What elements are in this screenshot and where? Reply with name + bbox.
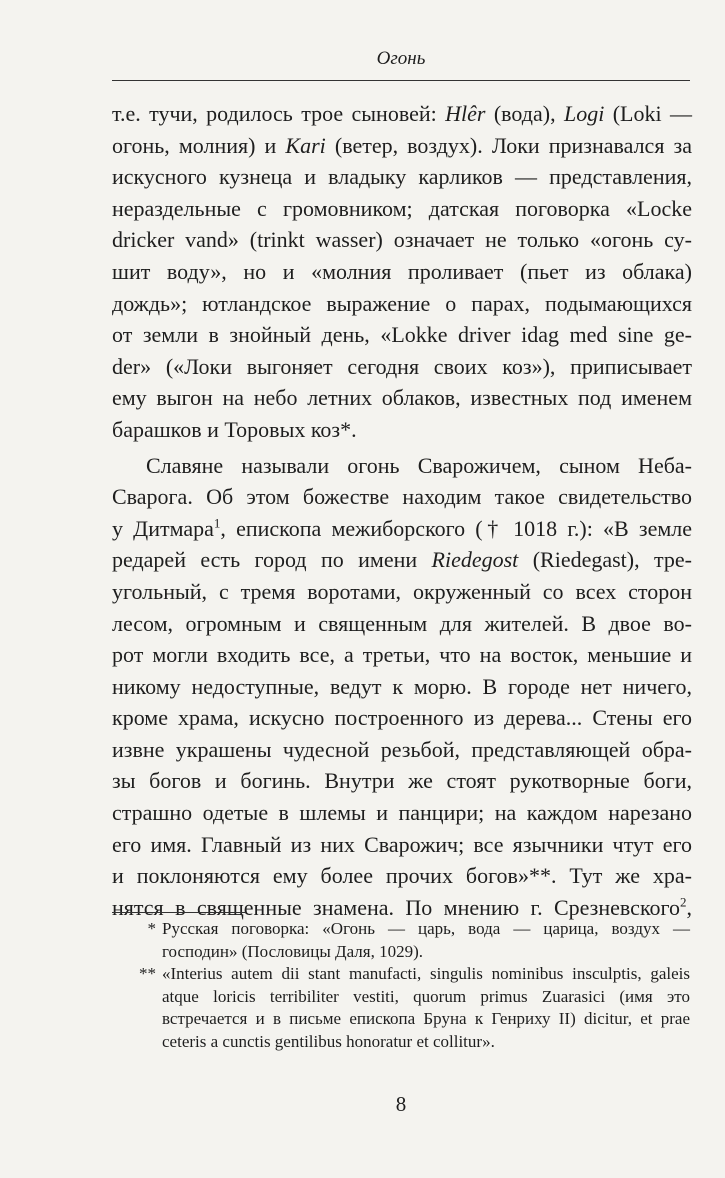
header-rule [112,80,690,81]
footnotes [112,918,690,1053]
text-line: у Дитмара$^1$, епископа межиборского († 1018 г.): «В земле [112,515,693,541]
text-line: дождь»; ютландское выражение о парах, подымающихся [112,290,692,316]
text-line: Сварога. Об этом божестве находим такое свидетельство [112,484,692,510]
footnote-mark: ** [139,964,156,983]
text-line: нятся в священные знамена. По мнению г. Срезневского$^2$, [112,894,692,920]
text-line: лесом, огромным и священным для жителей. В двое во- [112,610,692,636]
text-line: т.е. тучи, родилось трое сыновей: Hlêr (вода), Logi (Loki — [112,101,692,126]
footnote [112,918,690,963]
running-header: Огонь [376,48,426,69]
text-line: нераздельные с громовником; датская поговорка «Locke [112,195,692,221]
footnote-text: «Interius autem dii stant manufacti, singulis nominibus insculptis, galeis atque loricis terribiliter vestiti, quorum primus Zuarasici (имя это встречается и в письме епископа Бруна к Генриху II) dicitur, et prae ceteris a cunctis gentilibus honoratur et collitur». [162,964,690,1051]
text-line: dricker vand» (trinkt wasser) означает не только «огонь су- [112,227,692,253]
text-line: извне украшены чудесной резьбой, представляющей обра- [112,736,692,762]
text-line: зы богов и богинь. Внутри же стоят рукотворные боги, [112,768,692,794]
text-line: и поклоняются ему более прочих богов»**. Тут же хра- [112,863,692,889]
text-line: ему выгон на небо летних облаков, известных под именем [112,385,692,411]
text-line: его имя. Главный из них Сварожич; все язычники чтут его [112,831,692,857]
text-line: Славяне называли огонь Сварожичем, сыном Неба- [146,452,692,478]
text-line: der» («Локи выгоняет сегодня своих коз»), приписывает [112,353,692,379]
page-number: 8 [395,1092,407,1116]
text-line: угольный, с тремя воротами, окруженный со всех сторон [112,578,692,604]
text-line: огонь, молния) и Kari (ветер, воздух). Локи признавался за [112,132,692,158]
text-line: барашков и Торовых коз*. [112,416,357,442]
footnote-text: Русская поговорка: «Огонь — царь, вода — царица, воздух — господин» (Пословицы Даля, 1029). [162,919,690,961]
text-line: искусного кузнеца и владыку карликов — представления, [112,164,692,190]
text-line: от земли в знойный день, «Lokke driver idag med sine ge- [112,322,692,348]
text-line: шит воду», но и «молния проливает (пьет из облака) [112,258,692,284]
footnote-rule [112,912,246,913]
text-line: кроме храма, искусно построенного из дерева... Стены его [112,705,692,731]
footnote-mark: * [147,919,156,938]
footnote-ref: 2 [680,894,687,910]
text-line: редарей есть город по имени Riedegost (Riedegast), тре- [112,547,692,573]
text-line: страшно одетые в шлемы и панцири; на каждом нарезано [112,800,692,826]
body-text [112,98,692,923]
footnote-ref: 1 [213,515,221,531]
text-line: никому недоступные, ведут к морю. В городе нет ничего, [112,673,692,699]
text-line: рот могли входить все, а третьи, что на восток, меньшие и [112,642,692,668]
footnote [112,963,690,1053]
